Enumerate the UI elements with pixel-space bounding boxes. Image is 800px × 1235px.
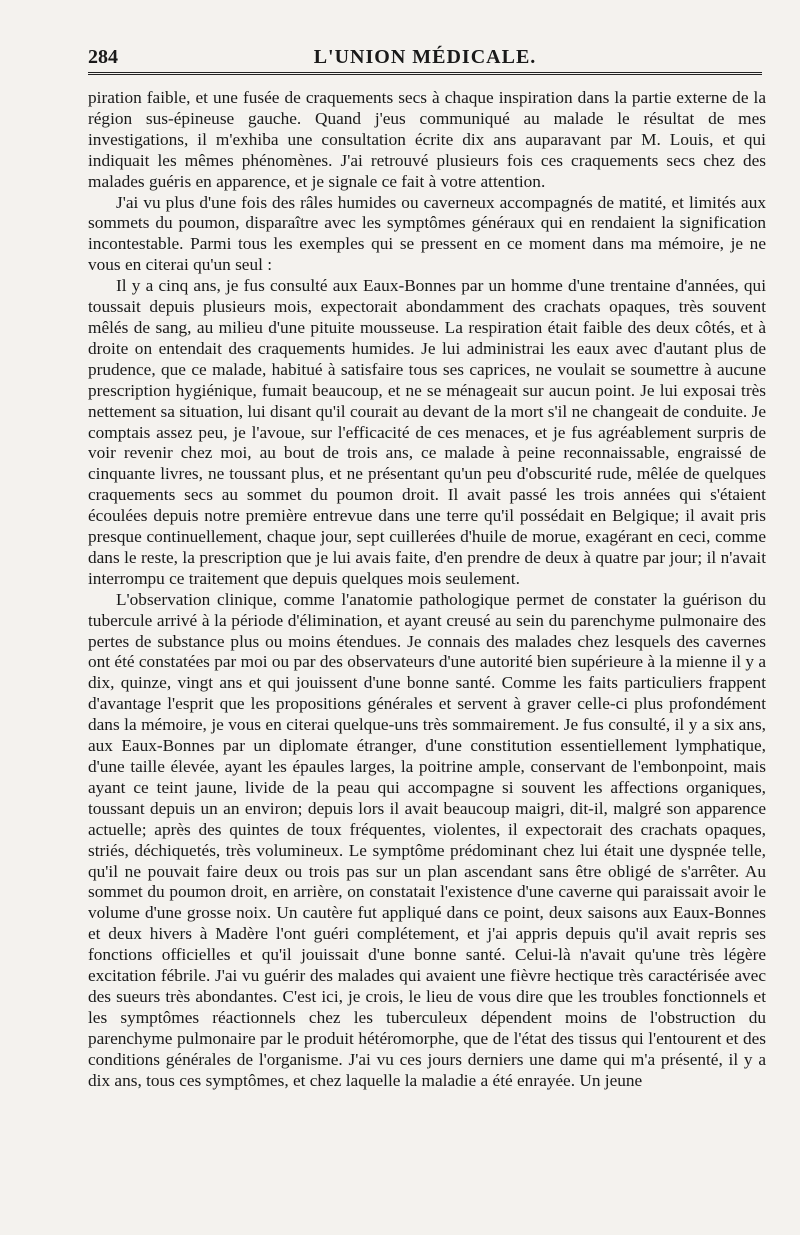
paragraph: piration faible, et une fusée de craquements secs à chaque inspiration dans la partie externe de la région sus-épineuse gauche. Quand j'eus communiqué au malade le résultat de mes investigations, il m'exhiba une consultation écrite dix ans auparavant par M. Louis, et qui indiquait les mêmes phénomènes. J'ai retrouvé plusieurs fois ces craquements secs chez des malades guéris en apparence, et je signale ce fait à votre attention.	[88, 88, 766, 191]
body-text	[88, 88, 766, 1092]
page-header	[88, 40, 762, 75]
page-number: 284	[88, 46, 118, 68]
paragraph: L'observation clinique, comme l'anatomie pathologique permet de constater la guérison du tubercule arrivé à la période d'élimination, et ayant creusé au sein du parenchyme pulmonaire des pertes de substance plus ou moins étendues. Je connais des malades chez lesquels des cavernes ont été constatées par moi ou par des observateurs d'une autorité bien supérieure à la mienne il y a dix, quinze, vingt ans et qui jouissent d'une bonne santé. Comme les faits particuliers frappent d'avantage l'esprit que les propositions générales et servent à graver celle-ci plus profondément dans la mémoire, je vous en citerai quelque-uns très sommairement. Je fus consulté, il y a six ans, aux Eaux-Bonnes par un diplomate étranger, d'une constitution essentiellement lymphatique, d'une taille élevée, ayant les épaules larges, la poitrine ample, conservant de l'embonpoint, mais ayant ce teint jaune, livide de la peau qui accompagne si souvent les affections organiques, toussant depuis un an environ; depuis lors il avait beaucoup maigri, dit-il, malgré son apparence actuelle; après des quintes de toux fréquentes, violentes, il expectorait des crachats opaques, striés, déchiquetés, très volumineux. Le symptôme prédominant chez lui était une dyspnée telle, qu'il ne pouvait faire deux ou trois pas sur un plan ascendant sans être obligé de s'arrêter. Au sommet du poumon droit, en arrière, on constatait l'existence d'une caverne qui paraissait avoir le volume d'une grosse noix. Un cautère fut appliqué dans ce point, deux saisons aux Eaux-Bonnes et deux hivers à Madère l'ont guéri complétement, et j'ai appris depuis qu'il avait repris ses fonctions officielles et qu'il jouissait d'une bonne santé. Celui-là n'avait qu'une très légère excitation fébrile. J'ai vu guérir des malades qui avaient une fièvre hectique très caractérisée avec des sueurs très abondantes. C'est ici, je crois, le lieu de vous dire que les troubles fonctionnels et les symptômes réactionnels chez les tuberculeux dépendent moins de l'obstruction du parenchyme pulmonaire par le produit hétéromorphe, que de l'état des tissus qui l'entourent et des conditions générales de l'organisme. J'ai vu ces jours derniers une dame qui m'a présenté, il y a dix ans, tous ces symptômes, et chez laquelle la maladie a été enrayée. Un jeune	[88, 589, 766, 1090]
paragraph: J'ai vu plus d'une fois des râles humides ou caverneux accompagnés de matité, et limités aux sommets du poumon, disparaître avec les symptômes généraux qui en rendaient la signification incontestable. Parmi tous les exemples qui se pressent en ce moment dans ma mémoire, je ne vous en citerai qu'un seul :	[88, 192, 766, 275]
running-title: L'UNION MÉDICALE.	[313, 46, 537, 68]
paragraph: Il y a cinq ans, je fus consulté aux Eaux-Bonnes par un homme d'une trentaine d'années, qui toussait depuis plusieurs mois, expectorait abondamment des crachats opaques, très souvent mêlés de sang, au milieu d'une pituite mousseuse. La respiration était faible des deux côtés, et à droite on entendait des craquements humides. Je lui administrai les eaux avec d'autant plus de prudence, que ce malade, habitué à satisfaire tous ses caprices, ne voulait se soumettre à aucune prescription hygiénique, fumait beaucoup, et ne se ménageait sur aucun point. Je lui exposai très nettement sa situation, lui disant qu'il courait au devant de la mort s'il ne changeait de conduite. Je comptais assez peu, je l'avoue, sur l'efficacité de ces menaces, et je fus agréablement surpris de voir revenir chez moi, au bout de trois ans, ce malade à peine reconnaissable, engraissé de cinquante livres, ne toussant plus, et ne présentant qu'un peu d'obscurité rude, mêlée de quelques craquements secs au sommet du poumon droit. Il avait passé les trois années qui s'étaient écoulées depuis notre première entrevue dans une terre qu'il possédait en Belgique; il avait pris presque continuellement, chaque jour, sept cuillerées d'huile de morue, exagérant en ceci, comme dans le reste, la prescription que je lui avais faite, d'en prendre de deux à quatre par jour; il n'avait interrompu ce traitement que depuis quelques mois seulement.	[88, 276, 766, 588]
